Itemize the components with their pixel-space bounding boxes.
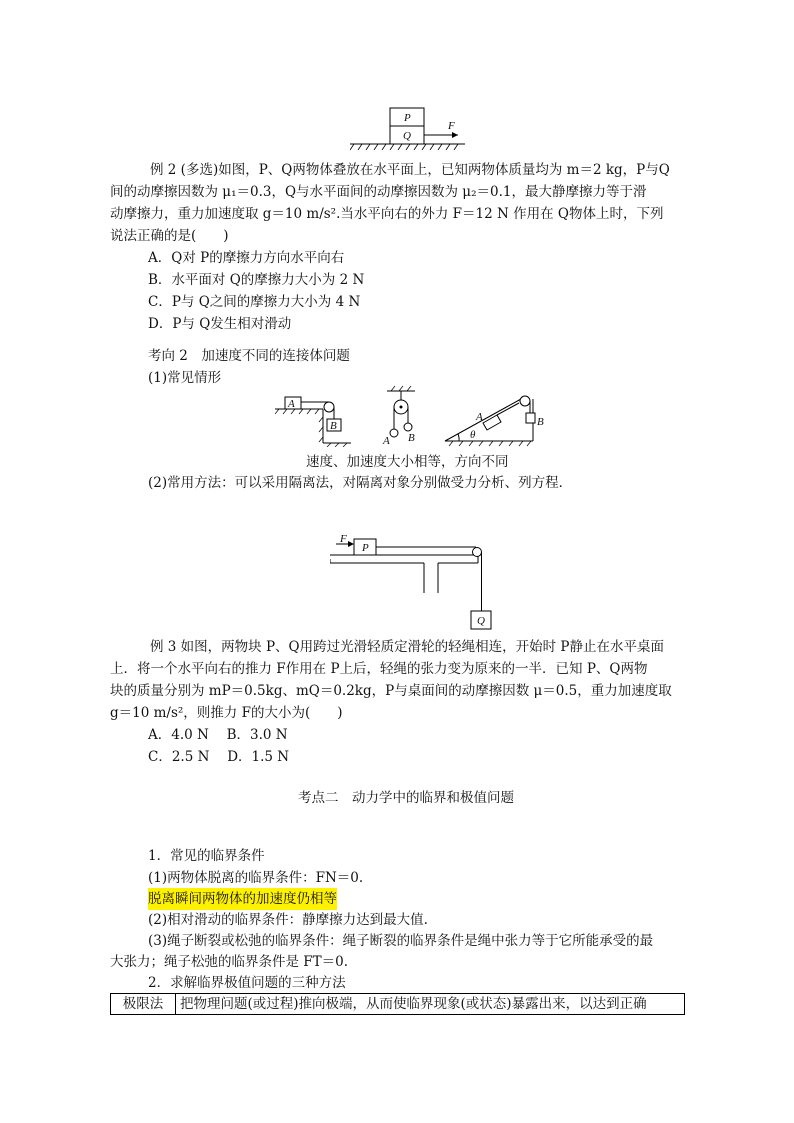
section2-line-1: 1．常见的临界条件 (148, 848, 265, 864)
section2-line-6: 大张力；绳子松弛的临界条件是 FT＝0. (110, 954, 349, 970)
section2-line-5: (3)绳子断裂或松弛的临界条件：绳子断裂的临界条件是绳中张力等于它所能承受的最 (148, 933, 654, 949)
label-a: A (288, 398, 295, 410)
example2-option-c: C．P与 Q之间的摩擦力大小为 4 N (148, 294, 361, 310)
highlighted-note: 脱离瞬间两物体的加速度仍相等 (148, 888, 337, 910)
label-b-3: B (537, 416, 544, 428)
section2-line-7: 2．求解临界极值问题的三种方法 (148, 975, 346, 991)
section2-title: 考点二 动力学中的临界和极值问题 (298, 790, 514, 806)
example2-option-a: A．Q对 P的摩擦力方向水平向右 (148, 250, 345, 266)
label-a-3: A (476, 411, 483, 423)
direction2-sub2: (2)常用方法：可以采用隔离法，对隔离对象分别做受力分析、列方程． (148, 475, 573, 491)
section2-line-4: (2)相对滑动的临界条件：静摩擦力达到最大值. (148, 912, 428, 928)
example3-line-2: 上．将一个水平向右的推力 F作用在 P上后，轻绳的张力变为原来的一半．已知 P、Q两物 (110, 661, 648, 677)
setup-incline-pulley (445, 396, 544, 446)
section2-line-2: (1)两物体脱离的临界条件：FN＝0. (148, 870, 364, 886)
example2-line-1: 例 2 (多选)如图，P、Q两物体叠放在水平面上，已知两物体质量均为 m＝2 kg，P与Q (150, 162, 670, 178)
method-name-cell: 极限法 (111, 994, 176, 1015)
label-q: Q (403, 130, 411, 142)
label-theta: θ (470, 429, 476, 441)
example2-option-d: D．P与 Q发生相对滑动 (148, 316, 292, 332)
example3-line-3: 块的质量分别为 mP＝0.5kg、mQ＝0.2kg，P与桌面间的动摩擦因数 μ＝0.5，重力加速度取 (110, 683, 672, 699)
label-b: B (330, 420, 337, 432)
label-f: F (448, 120, 455, 132)
example3-options-cd: C．2.5 N D．1.5 N (148, 749, 290, 765)
label-a-2: A (383, 435, 390, 447)
example3-options-ab: A．4.0 N B．3.0 N (148, 727, 288, 743)
direction2-title: 考向 2 加速度不同的连接体问题 (148, 348, 350, 364)
label-p: P (404, 112, 411, 124)
label-f: F (340, 533, 347, 545)
example2-line-4: 说法正确的是( ) (110, 228, 229, 244)
example3-line-1: 例 3 如图，两物块 P、Q用跨过光滑轻质定滑轮的轻绳相连，开始时 P静止在水平桌面 (150, 639, 664, 655)
setup-hanging-pulley (382, 386, 415, 447)
example3-line-4: g＝10 m/s²，则推力 F的大小为( ) (110, 705, 343, 721)
table-row (111, 994, 685, 1015)
label-p: P (362, 542, 369, 554)
example2-line-3: 动摩擦力，重力加速度取 g＝10 m/s².当水平向右的外力 F＝12 N 作用在 Q物体上时，下列 (110, 206, 664, 222)
label-q: Q (477, 615, 485, 627)
example2-option-b: B．水平面对 Q的摩擦力大小为 2 N (148, 272, 365, 288)
setup-table-pulley (275, 397, 351, 447)
figure-table-pulley (330, 533, 500, 635)
example2-line-2: 间的动摩擦因数为 μ₁＝0.3，Q与水平面间的动摩擦因数为 μ₂＝0.1，最大静摩擦力等于滑 (110, 184, 647, 200)
methods-table (110, 993, 685, 1015)
figure-stacked-blocks (350, 102, 470, 152)
figure-connected-bodies (275, 385, 560, 447)
direction2-caption: 速度、加速度大小相等，方向不同 (306, 454, 509, 470)
direction2-sub1: (1)常见情形 (148, 370, 222, 386)
method-desc-cell: 把物理问题(或过程)推向极端，从而使临界现象(或状态)暴露出来，以达到正确 (176, 994, 685, 1015)
label-b-2: B (408, 432, 415, 444)
